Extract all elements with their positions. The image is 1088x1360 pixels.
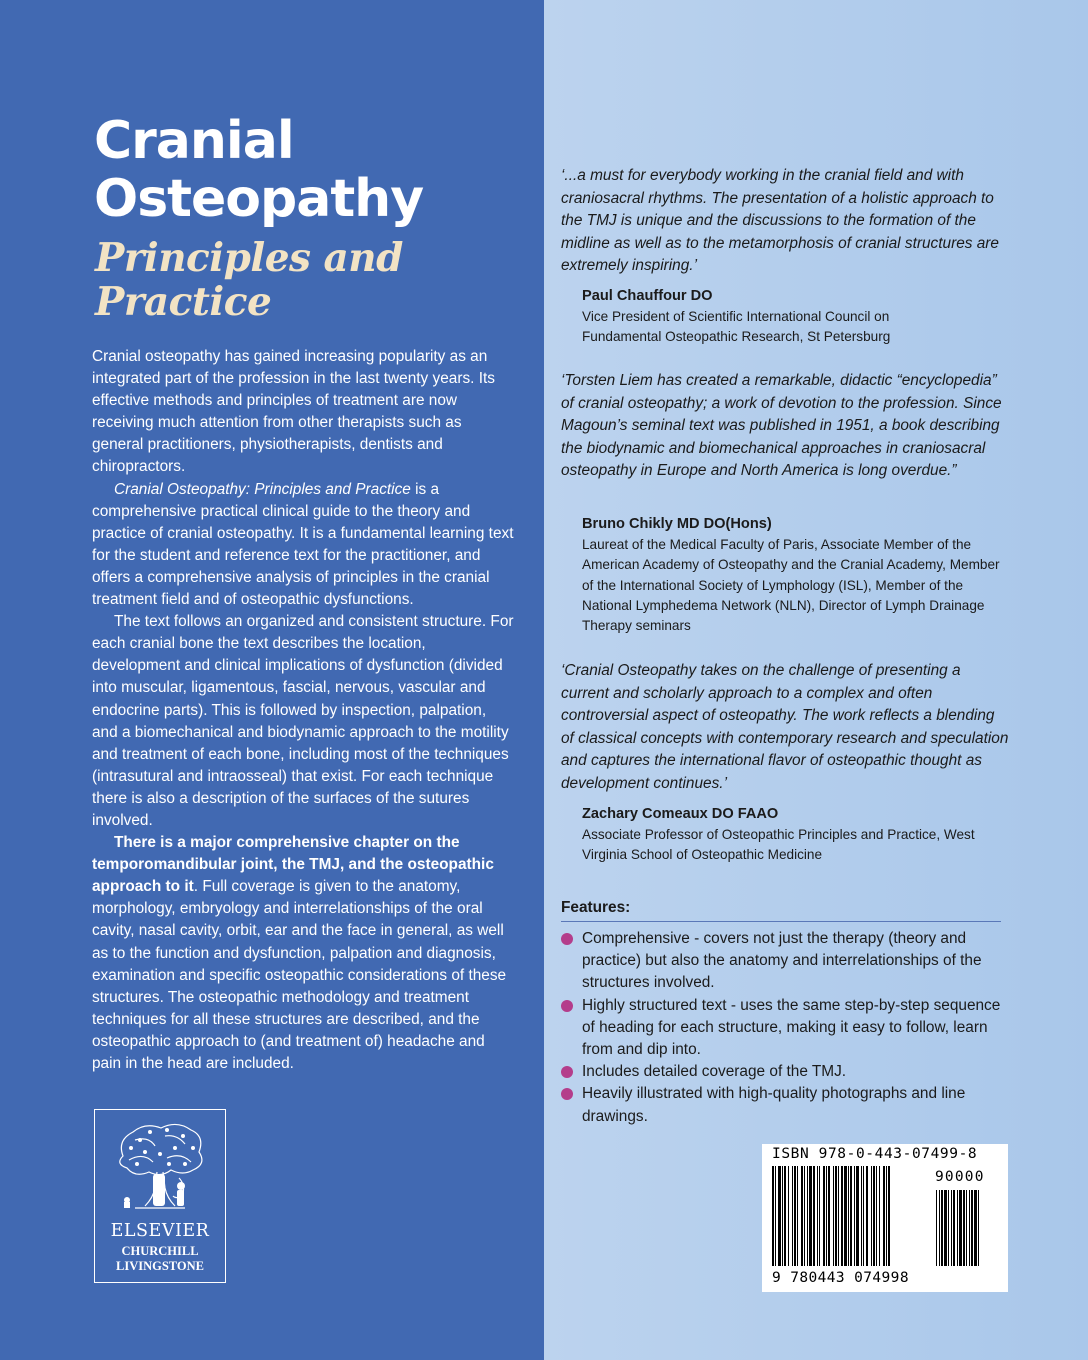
feature-item — [561, 995, 1001, 1062]
title-line-2: Osteopathy — [94, 169, 424, 229]
feature-text: Highly structured text - uses the same step-by-step sequence of heading for each structure, making it easy to follow, learn from and dip into. — [582, 996, 1001, 1059]
bullet-icon — [561, 1088, 573, 1100]
review-affiliation-2: Laureat of the Medical Faculty of Paris, Associate Member of the American Academy of Osteopathy and the Cranial Academy, Member of the International Society of Lymphology (ISL), Member of the National Lymphedema Network (NLN), Director of Lymph Drainage Therapy seminars — [582, 537, 1000, 634]
tmj-highlight: There is a major comprehensive chapter on the temporomandibular joint, the TMJ, and the osteopathic approach to it — [92, 834, 494, 896]
description-paragraph-1: Cranial osteopathy has gained increasing popularity as an integrated part of the profession in the last twenty years. Its effective methods and principles of treatment are now receiving much attention from other therapists such as general practitioners, physiotherapists, dentists and chiropractors. — [92, 348, 495, 476]
price-code: 90000 — [935, 1169, 985, 1185]
book-title — [94, 112, 423, 228]
publisher-name: ELSEVIER — [110, 1221, 210, 1241]
review-author-1: Paul Chauffour DO — [582, 288, 713, 304]
feature-item — [561, 928, 1001, 995]
bullet-icon — [561, 1000, 573, 1012]
review-author-3: Zachary Comeaux DO FAAO — [582, 806, 779, 822]
subtitle-line-1: Principles and — [95, 235, 403, 281]
feature-text: Includes detailed coverage of the TMJ. — [582, 1063, 847, 1081]
review-quote-3: ‘Cranial Osteopathy takes on the challenge of presenting a current and scholarly approach to a complex and often controversial aspect of osteopathy. The work reflects a blending of classical concepts with contemporary research and speculation and captures the international flavor of osteopathic thought as development continues.’ — [561, 662, 1009, 792]
review-author-2: Bruno Chikly MD DO(Hons) — [582, 516, 772, 532]
ean-number: 9 780443 074998 — [772, 1270, 909, 1286]
isbn-barcode — [762, 1144, 1008, 1292]
isbn-number: ISBN 978-0-443-07499-8 — [772, 1146, 978, 1162]
features-divider — [561, 921, 1001, 922]
review-quote-1: ‘...a must for everybody working in the cranial field and with craniosacral rhythms. The presentation of a holistic approach to the TMJ is unique and the discussions to the formation of the midline as well as to the metamorphosis of cranial structures are extremely inspiring.’ — [561, 167, 999, 275]
review-quote-2: ‘Torsten Liem has created a remarkable, didactic “encyclopedia” of cranial osteopathy; a work of devotion to the profession. Since Magoun’s seminal text was published in 1951, a book describing the biodynamic and biomechanical approaches in craniosacral osteopathy in Europe and North America is long overdue.” — [561, 372, 1002, 480]
book-description — [92, 346, 516, 1075]
features-list — [561, 928, 1001, 1128]
book-title-reference: Cranial Osteopathy: Principles and Practice — [114, 480, 411, 498]
features-heading: Features: — [561, 899, 631, 916]
book-subtitle — [95, 236, 403, 324]
description-paragraph-3: The text follows an organized and consistent structure. For each cranial bone the text describes the location, development and clinical implications of dysfunction (divided into muscular, ligamentous, fascial, nervous, vascular and endocrine parts). This is followed by inspection, palpation, and a biomechanical and biodynamic approach to the motility and treatment of each bone, including most of the techniques (intrasutural and intraosseal) that exist. For each technique there is also a description of the surfaces of the sutures involved. — [92, 613, 514, 829]
feature-text: Heavily illustrated with high-quality photographs and line drawings. — [582, 1085, 966, 1125]
description-paragraph-2 — [92, 479, 516, 612]
review-affiliation-1: Vice President of Scientific International Council on Fundamental Osteopathic Research, St Petersburg — [582, 309, 891, 345]
description-paragraph-4-text: . Full coverage is given to the anatomy, morphology, embryology and interrelationships of the oral cavity, nasal cavity, orbit, ear and the face in general, as well as to the function and dysfunction, palpation and diagnosis, examination and specific osteopathic considerations of these structures. The osteopathic methodology and treatment techniques for all these structures are described, and the osteopathic approach to (and treatment of) headache and pain in the head are included. — [92, 878, 507, 1072]
bullet-icon — [561, 1066, 573, 1078]
publisher-logo — [94, 1109, 226, 1283]
subtitle-line-2: Practice — [95, 279, 272, 325]
imprint-line-2: LIVINGSTONE — [116, 1259, 204, 1273]
elsevier-tree-icon — [105, 1118, 215, 1218]
imprint-line-1: CHURCHILL — [121, 1244, 199, 1258]
description-paragraph-2-text: is a comprehensive practical clinical guide to the theory and practice of cranial osteopathy. It is a fundamental learning text for the student and reference text for the practitioner, and offers a comprehensive analysis of principles in the cranial treatment field and of osteopathic dysfunctions. — [92, 480, 514, 609]
feature-item — [561, 1083, 1001, 1127]
review-affiliation-3: Associate Professor of Osteopathic Principles and Practice, West Virginia School of Osteopathic Medicine — [582, 827, 975, 863]
bullet-icon — [561, 933, 573, 945]
description-paragraph-4 — [92, 832, 516, 1075]
title-line-1: Cranial — [94, 111, 294, 171]
feature-item — [561, 1061, 1001, 1083]
feature-text: Comprehensive - covers not just the therapy (theory and practice) but also the anatomy and interrelationships of the structures involved. — [582, 930, 982, 992]
